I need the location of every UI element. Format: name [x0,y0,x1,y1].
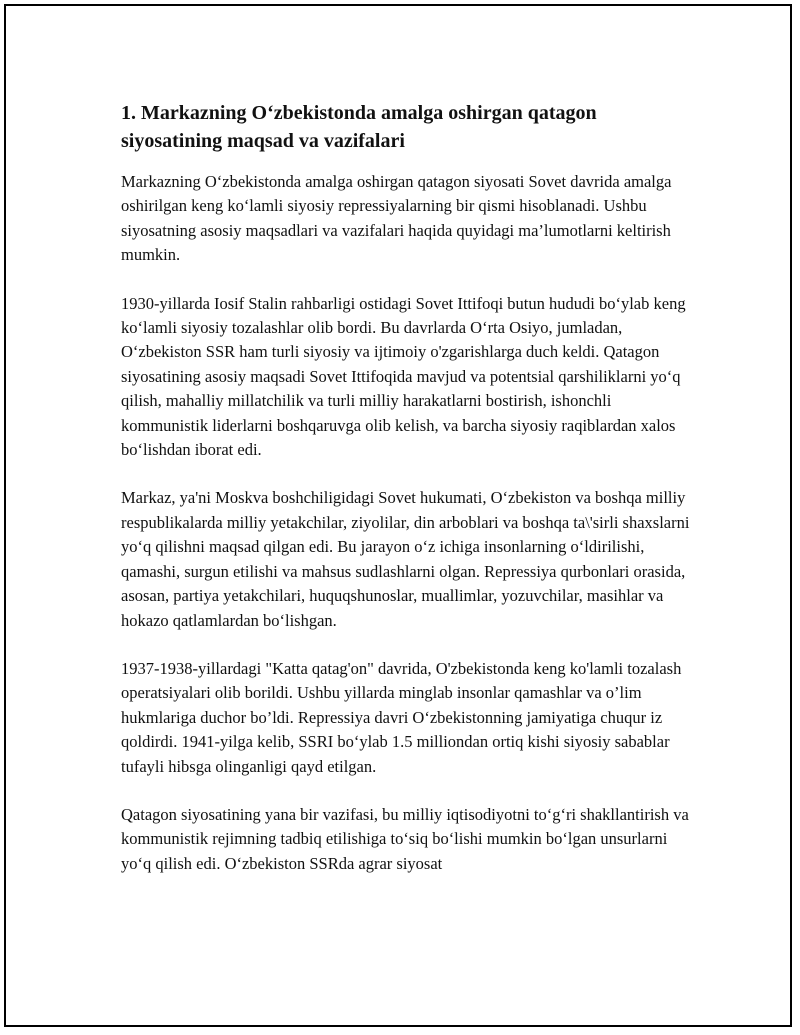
page-frame [4,4,792,1027]
document-body [121,99,696,900]
paragraph-intro: Markazning O‘zbekistonda amalga oshirgan qatagon siyosati Sovet davrida amalga oshirilgan keng ko‘lamli siyosiy repressiyalarning bir qismi hisoblanadi. Ushbu siyosatning asosiy maqsadlari va vazifalari haqida quyidagi ma’lumotlarni keltirish mumkin. [121,172,672,265]
paragraph-great-terror: 1937-1938-yillardagi "Katta qatag'on" davrida, O'zbekistonda keng ko'lamli tozalash operatsiyalari olib borildi. Ushbu yillarda minglab insonlar qamashlar va o’lim hukmlariga duchor bo’ldi. Repressiya davri O‘zbekistonning jamiyatiga chuqur iz qoldirdi. 1941-yilga kelib, SSRI bo‘ylab 1.5 milliondan ortiq kishi siyosiy sabablar tufayli hibsga olinganligi qayd etilgan. [121,658,682,776]
paragraph-1930s-purges: 1930-yillarda Iosif Stalin rahbarligi ostidagi Sovet Ittifoqi butun hududi bo‘ylab keng ko‘lamli siyosiy tozalashlar olib bordi. Bu davrlarda O‘rta Osiyo, jumladan, O‘zbekiston SSR ham turli siyosiy va ijtimoiy o'zgarishlarga duch keldi. Qatagon siyosatining asosiy maqsadi Sovet Ittifoqida mavjud va potentsial qarshiliklarni yo‘q qilish, mahalliy millatchilik va turli milliy harakatlarni bostirish, ishonchli kommunistik liderlarni boshqaruvga olib kelish, va barcha siyosiy raqiblardan xalos bo‘lishdan iborat edi. [121,293,686,460]
paragraph-moscow-targets: Markaz, ya'ni Moskva boshchiligidagi Sovet hukumati, O‘zbekiston va boshqa milliy respublikalarda milliy yetakchilar, ziyolilar, din arboblari va boshqa ta\'sirli shaxslarni yo‘q qilishni maqsad qilgan edi. Bu jarayon o‘z ichiga insonlarning o‘ldirilishi, qamashi, surgun etilishi va mahsus sudlashlarni olgan. Repressiya qurbonlari orasida, asosan, partiya yetakchilari, huquqshunoslar, muallimlar, yozuvchilar, masihlar va hokazo qatlamlardan bo‘lishgan. [121,488,690,630]
section-heading: 1. Markazning O‘zbekistonda amalga oshirgan qatagon siyosatining maqsad va vazifalari [121,102,597,152]
paragraph-economic-goals: Qatagon siyosatining yana bir vazifasi, bu milliy iqtisodiyotni to‘g‘ri shakllantirish va kommunistik rejimning tadbiq etilishiga to‘siq bo‘lishi mumkin bo‘lgan unsurlarni yo‘q qilish edi. O‘zbekiston SSRda agrar siyosat [121,804,689,873]
